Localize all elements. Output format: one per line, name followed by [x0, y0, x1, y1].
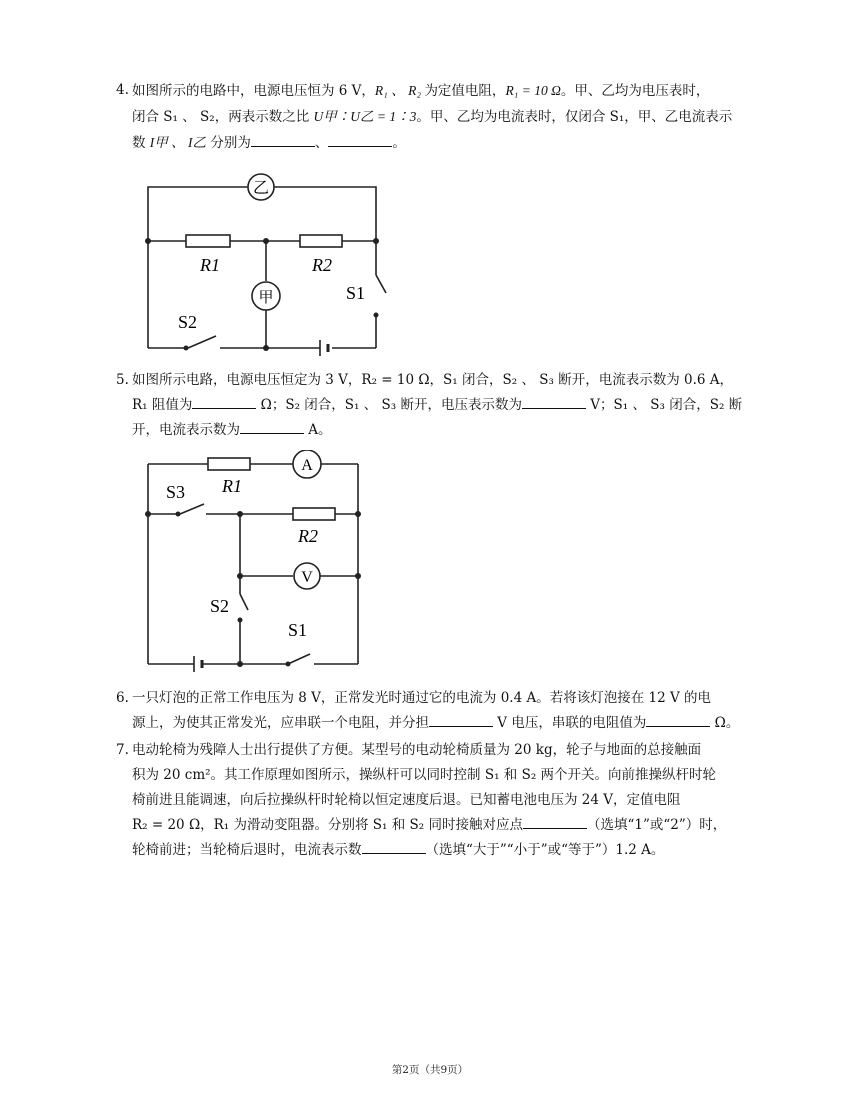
meter-jia-label: 甲 [258, 290, 274, 306]
q5-text: R₁ 阻值为 [132, 397, 193, 413]
question-number: 4. [116, 82, 129, 98]
answer-blank[interactable] [646, 712, 710, 727]
q6-text: 源上，为使其正常发光，应串联一个电阻，并分担 [132, 715, 429, 731]
voltmeter-label: V [301, 569, 313, 586]
answer-blank[interactable] [362, 839, 426, 854]
q4-ratio: U甲∶U乙 = 1∶3 [313, 109, 417, 124]
q7-text: 轮椅前进；当轮椅后退时，电流表示数 [132, 842, 362, 858]
meter-yi-label: 乙 [252, 180, 270, 197]
switch-s1-label: S1 [346, 283, 366, 303]
question-7 [118, 738, 768, 863]
q5-text: Ω；S₂ 闭合，S₁ 、 S₃ 断开，电压表示数为 [256, 397, 523, 413]
resistor-r2-label: R2 [298, 526, 318, 546]
q4-currents: I甲 、 I乙 [149, 135, 207, 150]
q6-text: 一只灯泡的正常工作电压为 8 V，正常发光时通过它的电流为 0.4 A。若将该灯泡接在 12 V 的电 [132, 690, 712, 706]
q6-text: V 电压，串联的电阻值为 [493, 715, 647, 731]
answer-blank[interactable] [429, 712, 493, 727]
q4-text: 为定值电阻， [424, 83, 506, 99]
resistor-r1-label: R1 [200, 255, 220, 275]
q4-text: 数 [132, 135, 150, 151]
switch-s3-label: S3 [166, 482, 186, 502]
switch-s1-label: S1 [288, 620, 308, 640]
answer-blank[interactable] [251, 132, 315, 147]
q4-text: 闭合 S₁ 、 S₂，两表示数之比 [132, 109, 314, 125]
resistor-r1-label: R1 [222, 476, 242, 496]
switch-s2-label: S2 [210, 596, 230, 616]
resistor-r2-label: R2 [312, 255, 332, 275]
question-6 [118, 686, 768, 736]
switch-s2-label: S2 [178, 312, 198, 332]
question-number: 5. [116, 372, 129, 388]
circuit-diagram-q5 [138, 450, 368, 672]
page-footer: 第2页（共9页） [391, 1064, 469, 1076]
answer-blank[interactable] [523, 814, 587, 829]
circuit-diagram-q4 [140, 165, 390, 360]
q4-text: 。甲、乙均为电流表时，仅闭合 S₁，甲、乙电流表示 [416, 109, 733, 125]
answer-blank[interactable] [522, 394, 586, 409]
answer-blank[interactable] [192, 394, 256, 409]
q7-text: （选填“1”或“2”）时， [587, 817, 727, 833]
q4-text: 。甲、乙均为电压表时， [560, 83, 710, 99]
question-number: 7. [116, 742, 129, 758]
question-number: 6. [116, 690, 129, 706]
q4-text: 。 [392, 135, 406, 151]
q4-text: 分别为 [206, 135, 251, 151]
q5-text: 开，电流表示数为 [132, 422, 240, 438]
question-5 [118, 368, 768, 443]
answer-blank[interactable] [328, 132, 392, 147]
q4-text: 如图所示的电路中，电源电压恒为 6 V， [132, 83, 375, 99]
q5-text: A。 [304, 422, 332, 438]
q7-text: 椅前进且能调速，向后拉操纵杆时轮椅以恒定速度后退。已知蓄电池电压为 24 V，定值电阻 [132, 792, 681, 808]
q5-text: 如图所示电路，电源电压恒定为 3 V，R₂ = 10 Ω，S₁ 闭合，S₂ 、 S₃ 断开，电流表示数为 0.6 A， [132, 372, 733, 388]
q7-text: 积为 20 cm²。其工作原理如图所示，操纵杆可以同时控制 S₁ 和 S₂ 两个开关。向前推操纵杆时轮 [132, 767, 717, 783]
q4-resistors: R₁ 、 R₂ [374, 83, 425, 98]
q7-text: （选填“大于”“小于”或“等于”）1.2 A。 [425, 842, 665, 858]
q4-r1-value: R₁ = 10 Ω [505, 83, 561, 98]
q7-text: R₂ = 20 Ω，R₁ 为滑动变阻器。分别将 S₁ 和 S₂ 同时接触对应点 [132, 817, 523, 833]
question-4 [118, 78, 768, 156]
answer-blank[interactable] [240, 419, 304, 434]
q5-text: V；S₁ 、 S₃ 闭合，S₂ 断 [586, 397, 743, 413]
ammeter-label: A [301, 457, 313, 474]
q4-text: 、 [314, 135, 329, 151]
q6-text: Ω。 [710, 715, 740, 731]
q7-text: 电动轮椅为残障人士出行提供了方便。某型号的电动轮椅质量为 20 kg，轮子与地面的总接触面 [132, 742, 702, 758]
